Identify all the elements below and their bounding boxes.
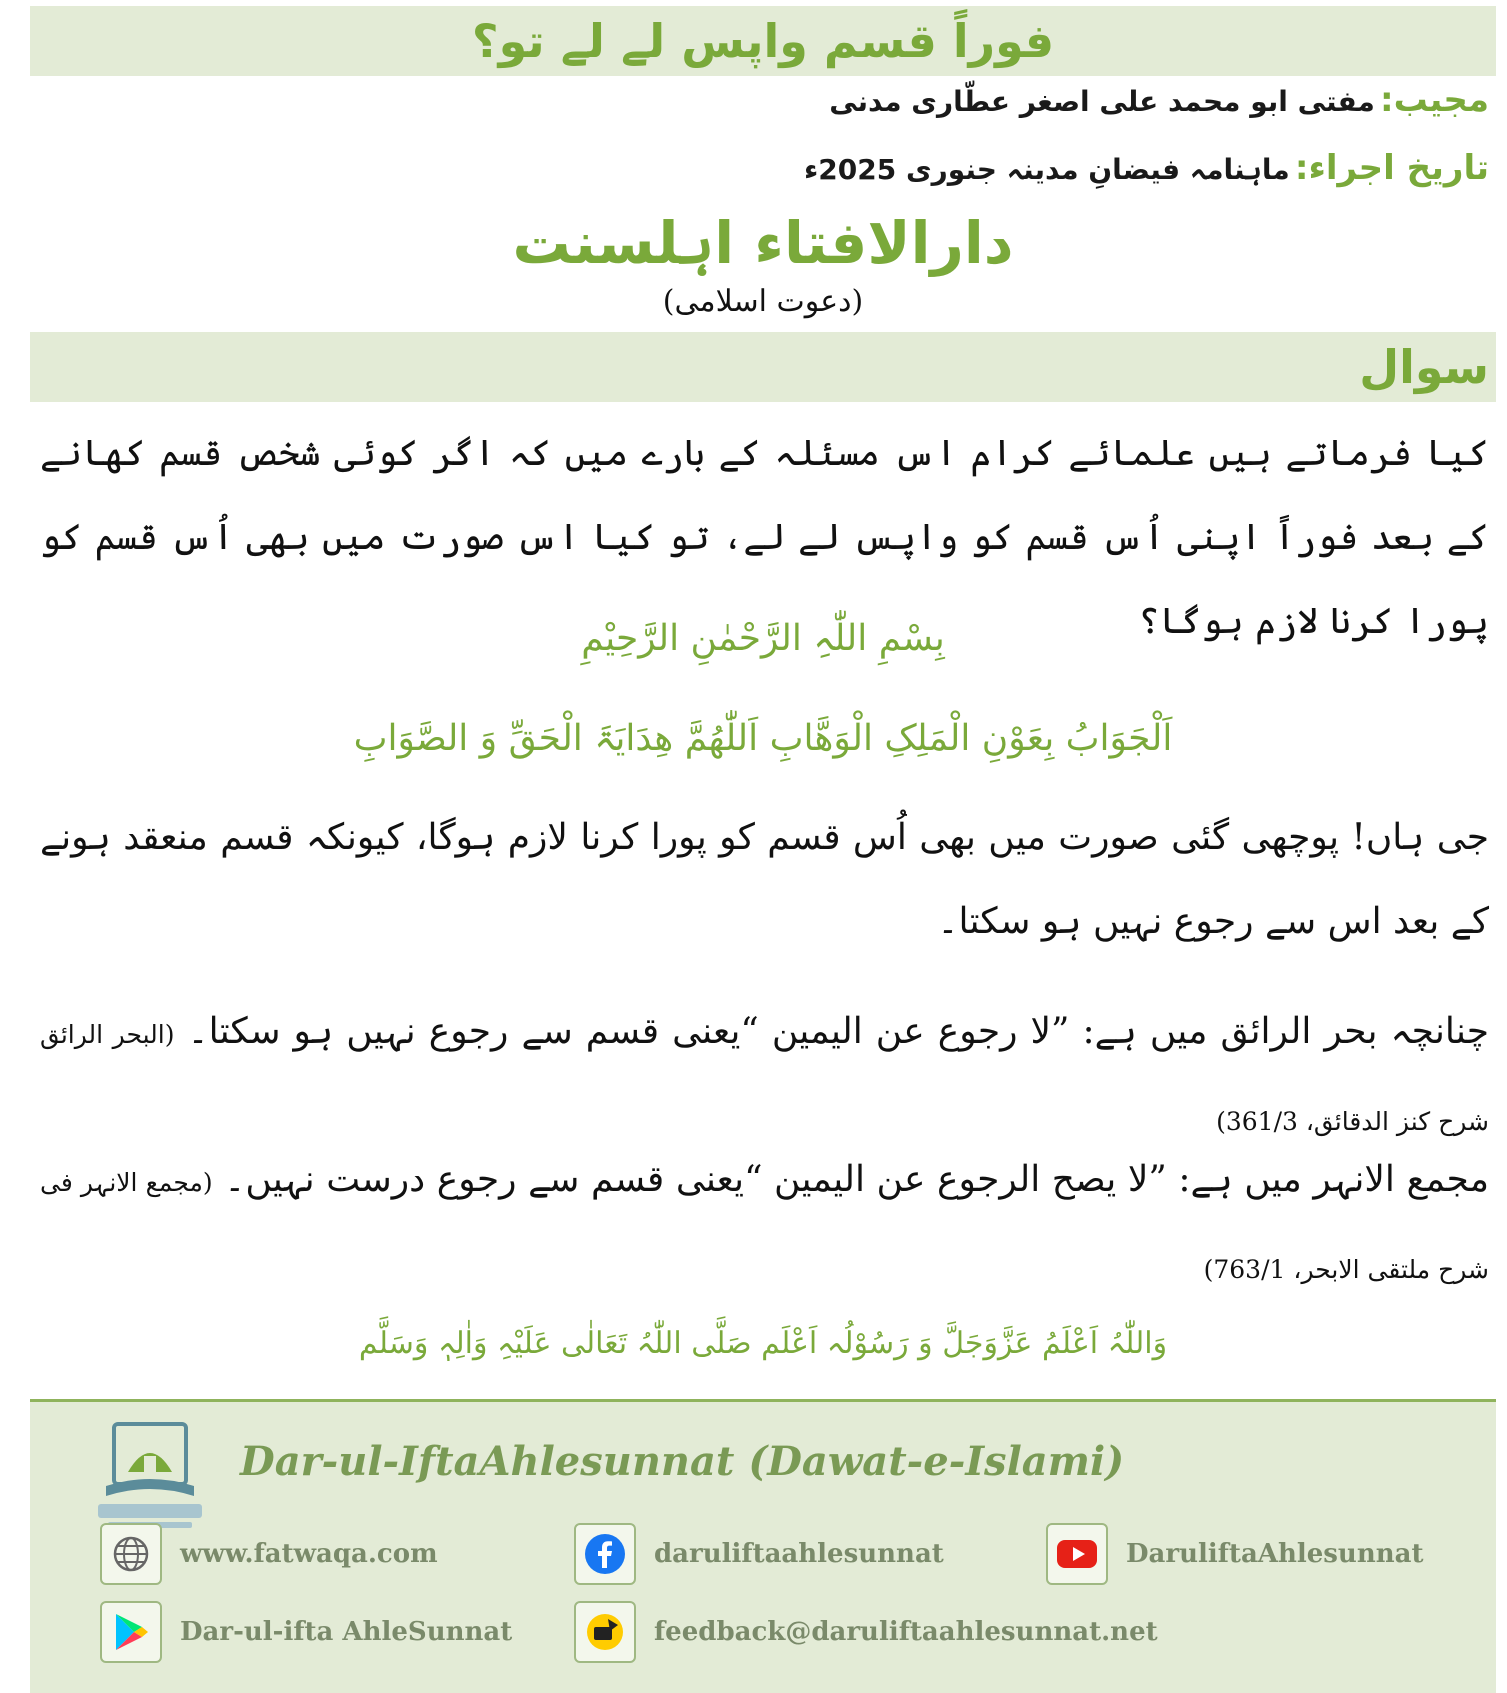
globe-icon <box>100 1523 162 1585</box>
mujeeb-row <box>829 80 1489 120</box>
quote-1-text: چنانچہ بحر الرائق میں ہے: ”لا رجوع عن الیمین “یعنی قسم سے رجوع نہیں ہو سکتا۔ <box>187 1011 1489 1052</box>
dar-ul-ifta-logo <box>88 1416 212 1536</box>
footer-title: Dar-ul-IftaAhlesunnat (Dawat-e-Islami) <box>240 1438 1125 1485</box>
date-value: ماہنامہ فیضانِ مدینہ جنوری 2025ء <box>803 153 1290 186</box>
playstore-link[interactable]: Dar-ul-ifta AhleSunnat <box>180 1617 513 1647</box>
date-row <box>804 148 1489 188</box>
youtube-contact[interactable] <box>1046 1523 1424 1585</box>
question-text: کیا فرماتے ہیں علمائے کرام اس مسئلہ کے بارے میں کہ اگر کوئی شخص قسم کھانے کے بعد فوراً اپنی اُس قسم کو واپس لے لے، تو کیا اس صورت میں بھی اُس قسم کو پورا کرنا لازم ہوگا؟ <box>40 433 1489 642</box>
facebook-icon <box>574 1523 636 1585</box>
bismillah: بِسْمِ اللّٰہِ الرَّحْمٰنِ الرَّحِیْمِ <box>581 618 945 659</box>
youtube-link[interactable]: DaruliftaAhlesunnat <box>1126 1539 1424 1569</box>
mujeeb-value: مفتی ابو محمد علی اصغر عطّاری مدنی <box>829 85 1375 118</box>
answer-opening: اَلْجَوَابُ بِعَوْنِ الْمَلِکِ الْوَھَّابِ اَللّٰھُمَّ ھِدَایَۃَ الْحَقِّ وَ الصَّوَابِ <box>353 718 1173 759</box>
facebook-contact[interactable] <box>574 1523 944 1585</box>
playstore-contact[interactable] <box>100 1601 512 1663</box>
footer <box>30 1399 1496 1693</box>
quote-2-reference: (مجمع الانہر فی شرح ملتقی الابحر، 763/1) <box>40 1168 1489 1284</box>
feedback-email-link[interactable]: feedback@daruliftaahlesunnat.net <box>654 1617 1158 1647</box>
page-title: فوراً قسم واپس لے لے تو؟ <box>471 14 1055 68</box>
org-name: دارالافتاء اہلسنت <box>512 209 1014 277</box>
mujeeb-label: مجیب: <box>1379 80 1489 120</box>
quote-2 <box>40 1138 1489 1312</box>
quote-2-text: مجمع الانہر میں ہے: ”لا یصح الرجوع عن الیمین “یعنی قسم سے رجوع درست نہیں۔ <box>224 1159 1490 1200</box>
youtube-icon <box>1046 1523 1108 1585</box>
question-band <box>30 332 1496 402</box>
facebook-link[interactable]: daruliftaahlesunnat <box>654 1539 944 1569</box>
email-contact[interactable] <box>574 1601 1158 1663</box>
question-heading: سوال <box>1359 340 1489 394</box>
closing-dua: وَاللّٰہُ اَعْلَمُ عَزَّوَجَلَّ وَ رَسُوْلُہ اَعْلَم صَلَّی اللّٰہُ تَعَالٰی عَلَیْہِ وَاٰلِہٖ وَسَلَّم <box>358 1326 1168 1361</box>
website-link[interactable]: www.fatwaqa.com <box>180 1539 438 1569</box>
website-contact[interactable] <box>100 1523 438 1585</box>
feedback-icon <box>574 1601 636 1663</box>
answer-text: جی ہاں! پوچھی گئی صورت میں بھی اُس قسم کو پورا کرنا لازم ہوگا، کیونکہ قسم منعقد ہونے کے بعد اس سے رجوع نہیں ہو سکتا۔ <box>40 817 1489 942</box>
play-store-icon <box>100 1601 162 1663</box>
quote-1-reference: (البحر الرائق شرح کنز الدقائق، 361/3) <box>40 1020 1489 1136</box>
org-subtitle: (دعوت اسلامی) <box>662 284 864 319</box>
date-label: تاریخ اجراء: <box>1294 148 1489 188</box>
